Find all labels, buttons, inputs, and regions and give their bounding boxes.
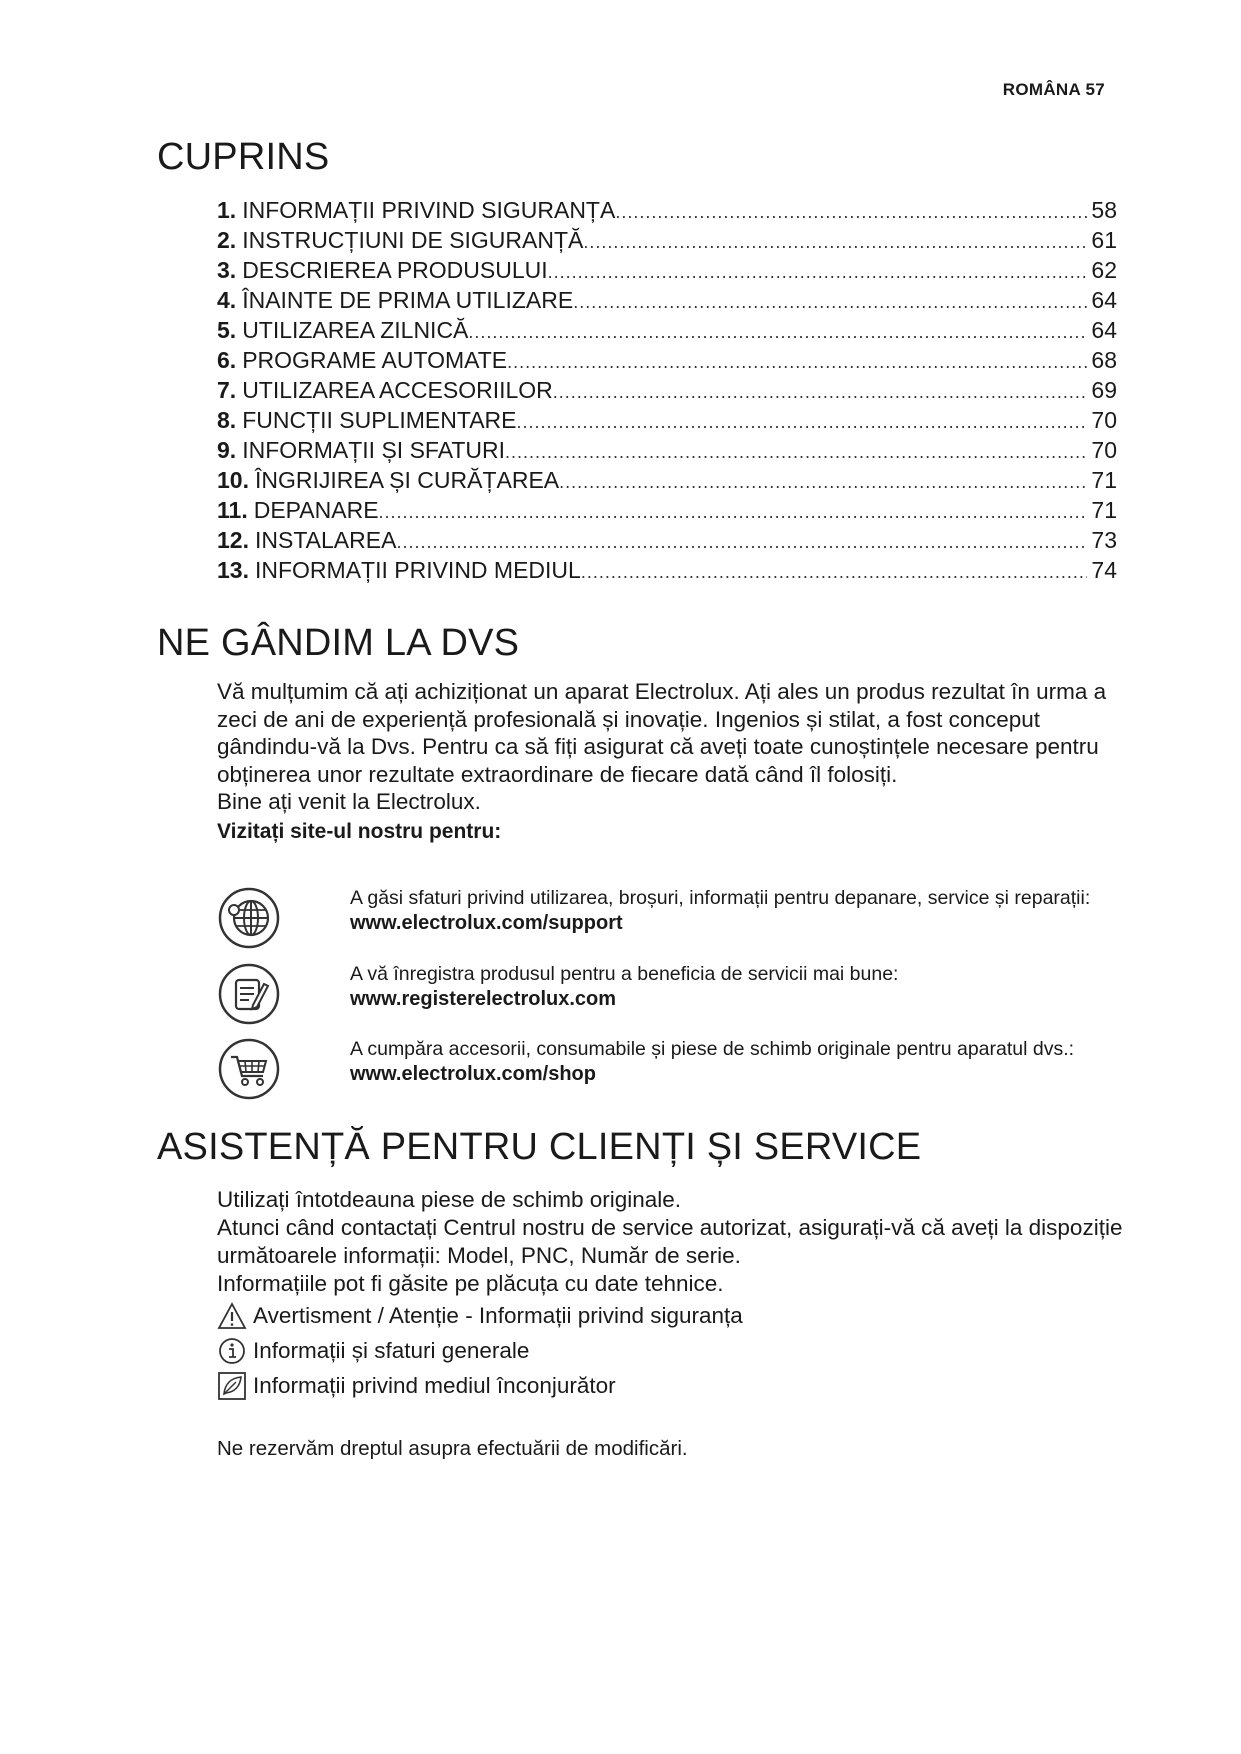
toc-item-page: 71 [1091,497,1117,523]
toc-item[interactable] [217,407,1117,437]
toc-item-page: 70 [1091,437,1117,463]
welcome-greeting: Bine ați venit la Electrolux. [217,789,481,814]
toc-item-page: 58 [1091,197,1117,223]
toc-item-number: 8. [217,407,237,433]
toc-item-number: 2. [217,227,237,253]
toc-item-number: 12. [217,527,249,553]
shopping-cart-icon [217,1037,281,1101]
support-link-description: A găsi sfaturi privind utilizarea, broșuri, informații pentru depanare, service și reparații: [350,887,1091,909]
toc-item-number: 11. [217,497,248,523]
toc-item-label: UTILIZAREA ZILNICĂ [242,317,469,343]
toc-item-label: ÎNGRIJIREA ȘI CURĂȚAREA [254,467,560,493]
welcome-title: NE GÂNDIM LA DVS [157,622,520,664]
toc-item-page: 70 [1091,407,1117,433]
toc-item[interactable] [217,527,1117,557]
toc-leader-dots [507,352,1087,373]
register-link-description: A vă înregistra produsul pentru a beneficia de servicii mai bune: [350,963,899,985]
toc-item-number: 6. [217,347,237,373]
register-link-text [350,962,1150,1012]
toc-leader-dots [615,202,1087,223]
table-of-contents [217,197,1117,587]
register-icon [217,962,281,1026]
toc-leader-dots [573,292,1087,313]
toc-leader-dots [559,472,1087,493]
leaf-icon [217,1371,247,1401]
toc-item-number: 5. [217,317,237,343]
toc-item-page: 74 [1091,557,1117,583]
toc-item-page: 64 [1091,287,1117,313]
support-link-text [350,886,1150,936]
toc-item[interactable] [217,437,1117,467]
toc-item[interactable] [217,287,1117,317]
shop-link-row [217,1037,1117,1117]
page-number-label: ROMÂNA 57 [1002,80,1105,99]
toc-item-label: INSTALAREA [254,527,397,553]
toc-item-label: UTILIZAREA ACCESORIILOR [242,377,553,403]
toc-item[interactable] [217,377,1117,407]
register-link-url[interactable]: www.registerelectrolux.com [350,988,617,1010]
support-link-row [217,886,1117,966]
support-line-contact: Atunci când contactați Centrul nostru de service autorizat, asigurați-vă că aveți la dispoziție următoarele informații: Model, PNC, Număr de serie. [217,1215,1123,1268]
support-link-url[interactable]: www.electrolux.com/support [350,912,623,934]
info-icon [217,1336,247,1366]
toc-item[interactable] [217,257,1117,287]
toc-item-label: INFORMAȚII ȘI SFATURI [242,437,505,463]
toc-item-number: 7. [217,377,237,403]
toc-leader-dots [396,532,1087,553]
shop-link-text [350,1037,1150,1087]
legend-warning-text: Avertisment / Atenție - Informații privind siguranța [253,1303,743,1328]
toc-item-page: 71 [1091,467,1117,493]
toc-item-number: 13. [217,557,249,583]
toc-item-page: 69 [1091,377,1117,403]
toc-item-page: 62 [1091,257,1117,283]
toc-item[interactable] [217,497,1117,527]
toc-leader-dots [505,442,1087,463]
toc-item-number: 4. [217,287,237,313]
legend-warning [217,1300,743,1332]
toc-item-number: 9. [217,437,237,463]
toc-item[interactable] [217,317,1117,347]
toc-item[interactable] [217,197,1117,227]
toc-leader-dots [583,232,1087,253]
toc-item[interactable] [217,467,1117,497]
toc-item[interactable] [217,227,1117,257]
legend-environment-text: Informații privind mediul înconjurător [253,1373,616,1398]
toc-title: CUPRINS [157,136,330,178]
toc-leader-dots [553,382,1088,403]
toc-item-page: 64 [1091,317,1117,343]
toc-item[interactable] [217,557,1117,587]
toc-item-label: ÎNAINTE DE PRIMA UTILIZARE [242,287,574,313]
support-line-original-parts: Utilizați întotdeauna piese de schimb originale. [217,1187,682,1212]
shop-link-url[interactable]: www.electrolux.com/shop [350,1063,596,1085]
toc-item-page: 68 [1091,347,1117,373]
welcome-section [217,678,1117,845]
toc-item-label: PROGRAME AUTOMATE [242,347,508,373]
toc-item-label: INFORMAȚII PRIVIND SIGURANȚA [242,197,616,223]
support-title: ASISTENȚĂ PENTRU CLIENȚI ȘI SERVICE [157,1126,922,1168]
welcome-paragraph: Vă mulțumim că ați achiziționat un aparat Electrolux. Ați ales un produs rezultat în urma a zeci de ani de experiență profesională și inovație. Ingenios și stilat, a fost conceput gândindu-vă la Dvs. Pentru ca să fiți asigurat că aveți toate cunoștințele necesare pentru obținerea unor rezultate extraordinare de fiecare dată când îl folosiți. [217,679,1107,787]
toc-item-page: 73 [1091,527,1117,553]
toc-item-label: INFORMAȚII PRIVIND MEDIUL [254,557,581,583]
support-section [217,1186,1137,1298]
toc-item-number: 1. [217,197,237,223]
disclaimer-note: Ne rezervăm dreptul asupra efectuării de modificări. [217,1437,688,1460]
toc-leader-dots [548,262,1088,283]
globe-icon [217,886,281,950]
toc-item[interactable] [217,347,1117,377]
toc-item-label: FUNCȚII SUPLIMENTARE [242,407,517,433]
toc-item-number: 3. [217,257,237,283]
support-line-rating-plate: Informațiile pot fi găsite pe plăcuța cu date tehnice. [217,1271,724,1296]
legend-info [217,1335,529,1367]
toc-leader-dots [468,322,1087,343]
toc-leader-dots [379,502,1088,523]
shop-link-description: A cumpăra accesorii, consumabile și piese de schimb originale pentru aparatul dvs.: [350,1038,1075,1060]
warning-icon [217,1301,247,1331]
toc-leader-dots [581,562,1088,583]
legend-environment [217,1370,616,1402]
toc-item-page: 61 [1091,227,1117,253]
toc-item-number: 10. [217,467,249,493]
toc-item-label: DEPANARE [253,497,379,523]
legend-info-text: Informații și sfaturi generale [253,1338,530,1363]
toc-leader-dots [517,412,1088,433]
toc-item-label: INSTRUCȚIUNI DE SIGURANȚĂ [242,227,584,253]
register-link-row [217,962,1117,1042]
toc-item-label: DESCRIEREA PRODUSULUI [242,257,548,283]
visit-heading: Vizitați site-ul nostru pentru: [217,819,502,843]
